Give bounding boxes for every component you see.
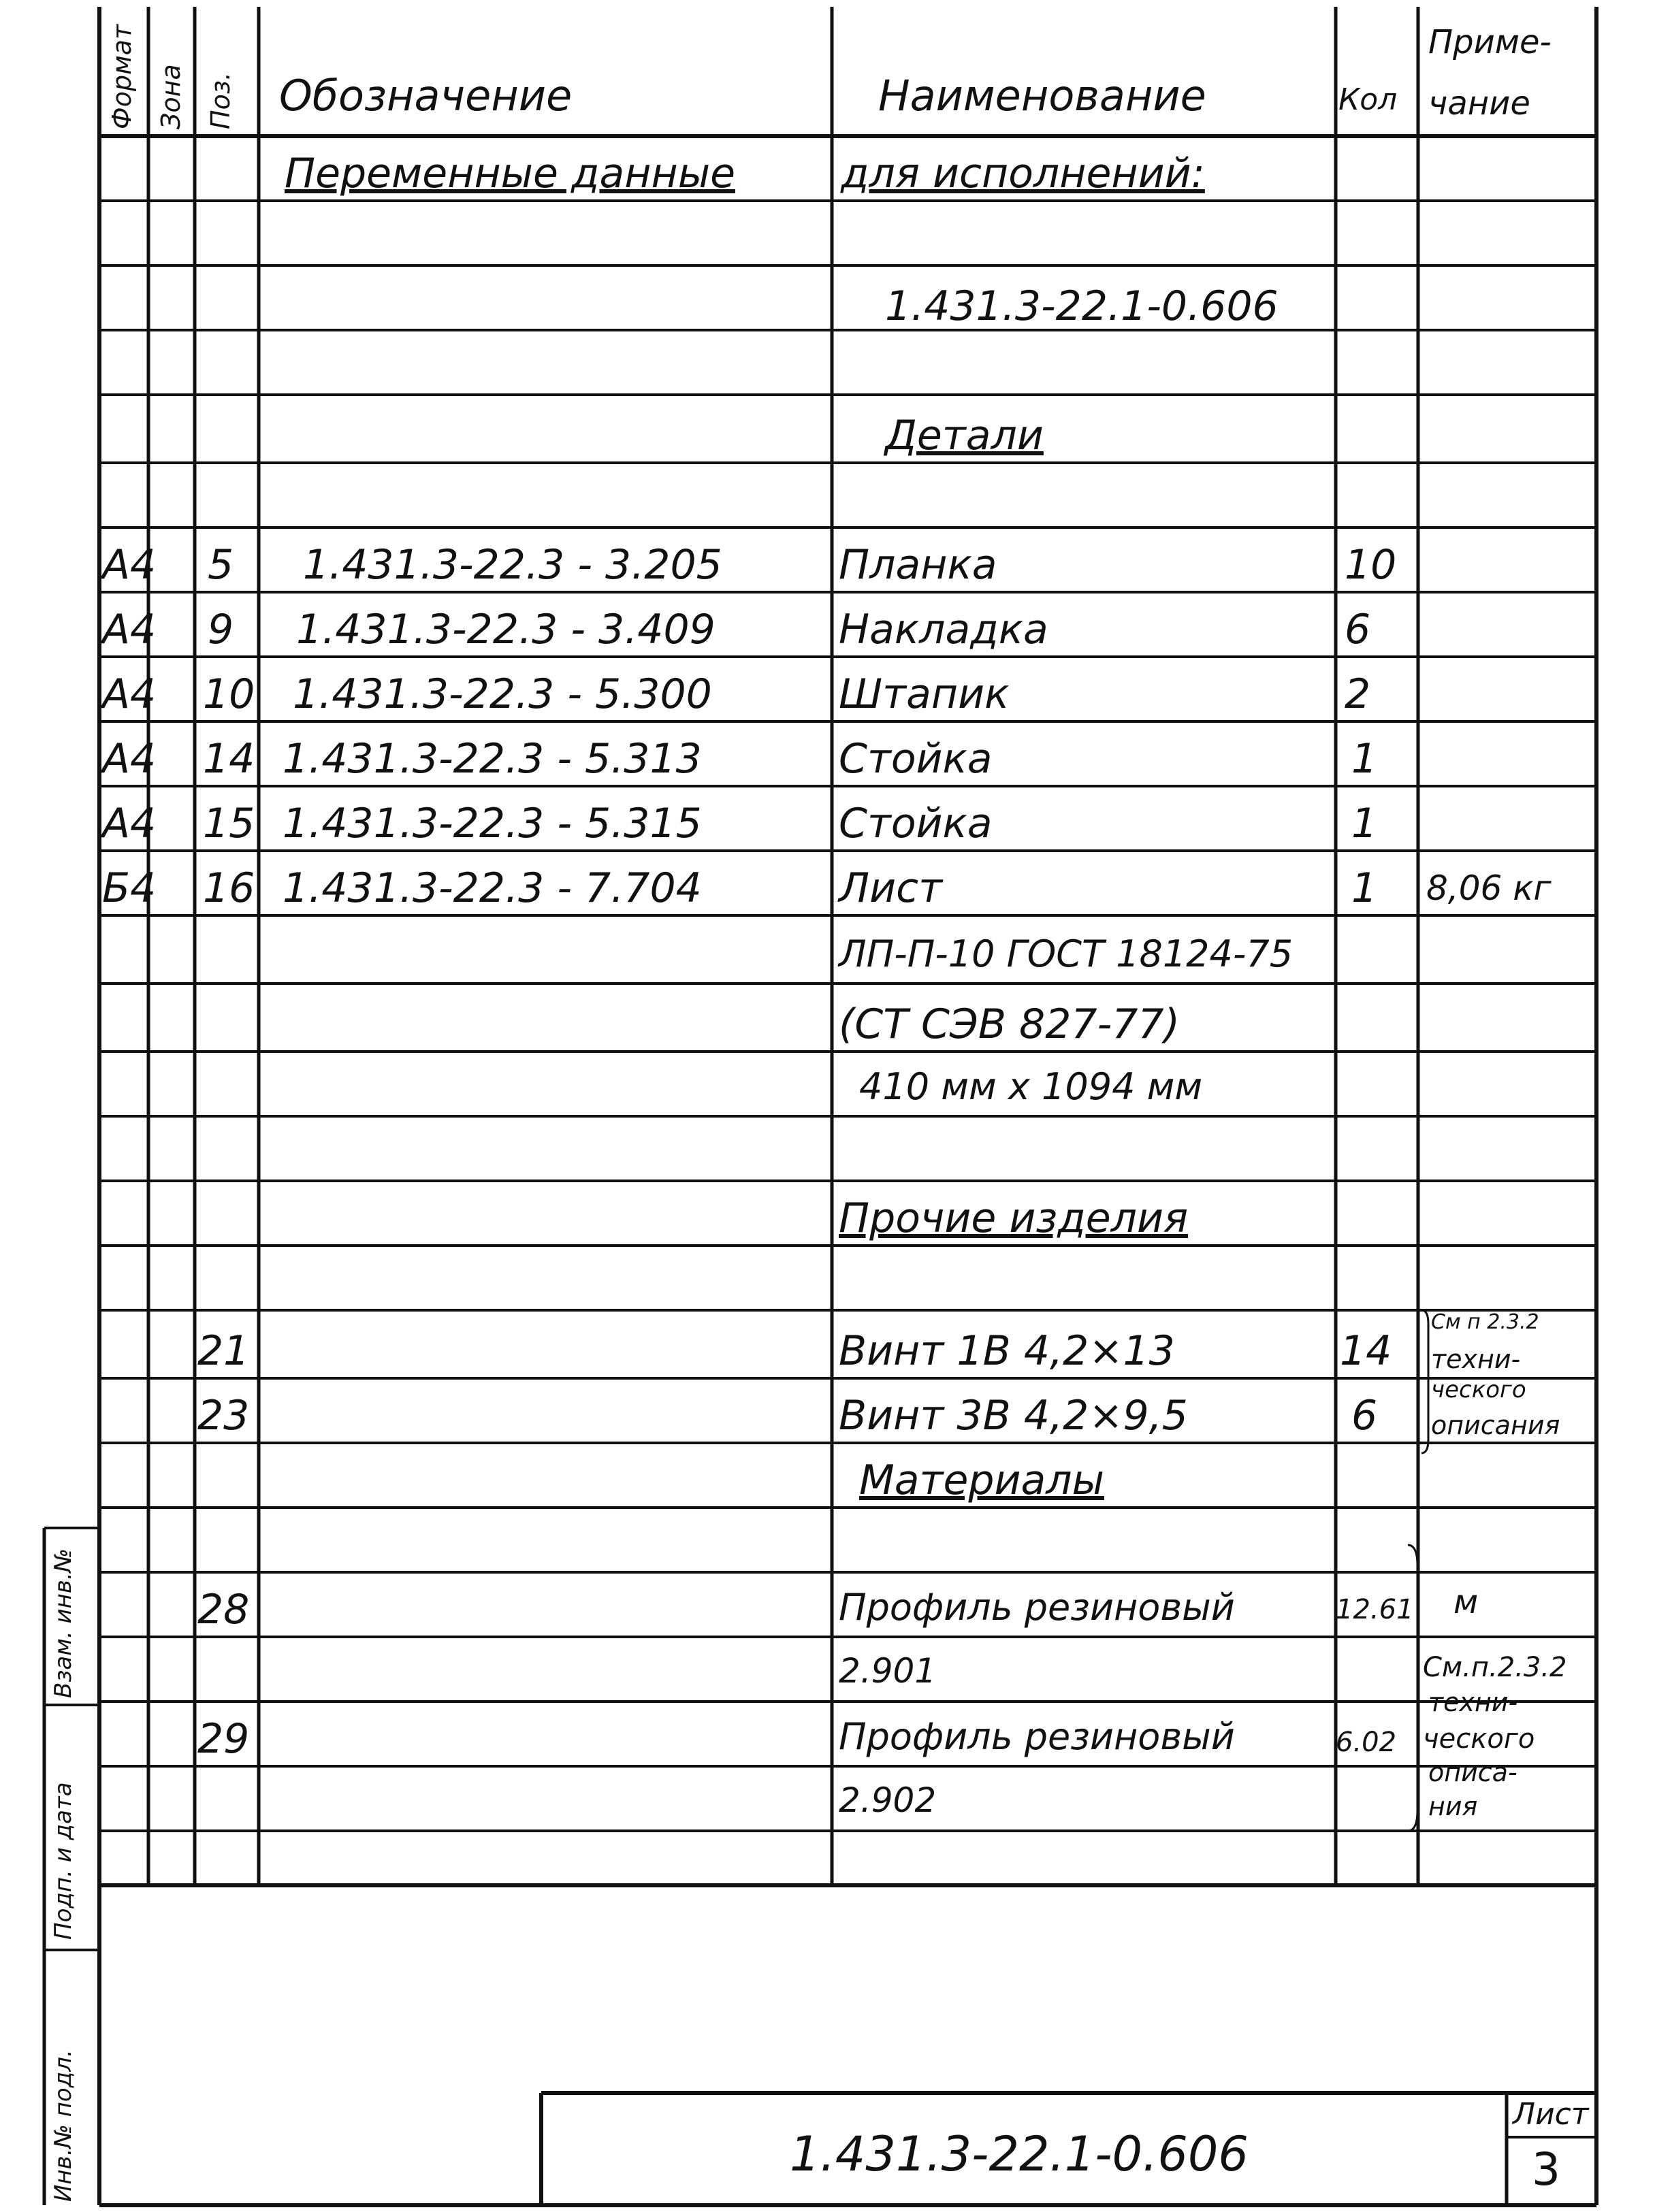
header-name: Наименование: [878, 71, 1206, 120]
variant-designation: 1.431.3-22.1-0.606: [885, 282, 1279, 330]
title-block-sheet-number: 3: [1532, 2143, 1560, 2196]
other-items-note-line3: ческого: [1431, 1376, 1526, 1403]
row-5-format: А4: [102, 541, 157, 589]
title-block-sheet-label: Лист: [1513, 2097, 1589, 2132]
section-materials: Материалы: [859, 1457, 1104, 1504]
materials-note-line1: См.п.2.3.2: [1423, 1652, 1567, 1683]
row-10-name: Штапик: [839, 670, 1010, 718]
materials-note-line2: техни-: [1428, 1687, 1518, 1717]
header-designation: Обозначение: [279, 71, 573, 120]
row-14-designation: 1.431.3-22.3 - 5.313: [283, 735, 702, 783]
row-21-qty: 14: [1340, 1327, 1392, 1375]
row-10-pos: 10: [203, 670, 255, 718]
binding-inv-no-label: Инв.№ подл.: [50, 2049, 77, 2202]
row-29-qty: 6.02: [1336, 1727, 1397, 1758]
row-23-name: Винт 3В 4,2×9,5: [839, 1392, 1188, 1440]
header-note-line1: Приме-: [1428, 23, 1552, 61]
header-note-line2: чание: [1428, 84, 1530, 123]
row-9-pos: 9: [208, 606, 234, 653]
sheet-material-line3: 410 мм x 1094 мм: [859, 1065, 1203, 1108]
row-10-qty: 2: [1345, 670, 1371, 718]
row-16-pos: 16: [203, 864, 255, 912]
binding-replace-inv-label: Взам. инв.№: [50, 1548, 77, 1698]
row-29-pos: 29: [197, 1715, 250, 1763]
binding-sign-date-label: Подп. и дата: [50, 1782, 77, 1940]
row-15-format: А4: [102, 800, 157, 847]
materials-note-line3: ческого: [1423, 1723, 1535, 1755]
row-5-name: Планка: [839, 541, 997, 589]
materials-note-line4: описа-: [1428, 1757, 1517, 1787]
row-16-note: 8,06 кг: [1426, 868, 1552, 908]
row-5-pos: 5: [208, 541, 234, 589]
variable-data-right: для исполнений:: [841, 150, 1205, 197]
row-28-pos: 28: [197, 1586, 250, 1633]
row-14-format: А4: [102, 735, 157, 783]
other-items-note-line1: См п 2.3.2: [1431, 1310, 1539, 1334]
other-items-note-line4: описания: [1431, 1410, 1560, 1440]
row-9-designation: 1.431.3-22.3 - 3.409: [296, 606, 716, 653]
row-15-qty: 1: [1351, 800, 1378, 847]
title-block-designation: 1.431.3-22.1-0.606: [790, 2126, 1249, 2182]
row-9-name: Накладка: [839, 606, 1048, 653]
materials-note-line5: ния: [1428, 1791, 1478, 1821]
header-qty: Кол: [1338, 82, 1398, 117]
row-14-name: Стойка: [839, 735, 993, 783]
row-14-pos: 14: [203, 735, 255, 783]
row-16-designation: 1.431.3-22.3 - 7.704: [283, 864, 702, 912]
materials-unit: м: [1453, 1583, 1479, 1621]
sheet-material-line2: (СТ СЭВ 827-77): [839, 1001, 1180, 1048]
row-21-name: Винт 1В 4,2×13: [839, 1327, 1175, 1375]
row-28-name-line2: 2.901: [839, 1651, 937, 1691]
section-details: Детали: [885, 412, 1044, 459]
row-23-pos: 23: [197, 1392, 250, 1440]
row-23-qty: 6: [1351, 1392, 1378, 1440]
header-zone: Зона: [156, 64, 186, 129]
row-14-qty: 1: [1351, 735, 1378, 783]
row-15-pos: 15: [203, 800, 255, 847]
row-16-format: Б4: [102, 864, 157, 912]
row-29-name: Профиль резиновый: [839, 1715, 1235, 1758]
row-29-name-line2: 2.902: [839, 1780, 937, 1820]
row-10-format: А4: [102, 670, 157, 718]
row-16-name: Лист: [839, 864, 943, 912]
section-other-items: Прочие изделия: [839, 1194, 1189, 1242]
row-28-qty: 12.61: [1336, 1594, 1414, 1625]
row-5-designation: 1.431.3-22.3 - 3.205: [303, 541, 722, 589]
row-15-name: Стойка: [839, 800, 993, 847]
row-21-pos: 21: [197, 1327, 250, 1375]
row-15-designation: 1.431.3-22.3 - 5.315: [283, 800, 702, 847]
row-9-format: А4: [102, 606, 157, 653]
row-28-name: Профиль резиновый: [839, 1586, 1235, 1629]
row-10-designation: 1.431.3-22.3 - 5.300: [293, 670, 712, 718]
row-9-qty: 6: [1345, 606, 1371, 653]
other-items-note-line2: техни-: [1431, 1344, 1521, 1374]
variable-data-left: Переменные данные: [285, 150, 736, 197]
row-16-qty: 1: [1351, 864, 1378, 912]
row-5-qty: 10: [1345, 541, 1397, 589]
sheet-material-line1: ЛП-П-10 ГОСТ 18124-75: [839, 932, 1294, 975]
header-format: Формат: [107, 24, 137, 129]
header-pos: Поз.: [206, 71, 236, 129]
